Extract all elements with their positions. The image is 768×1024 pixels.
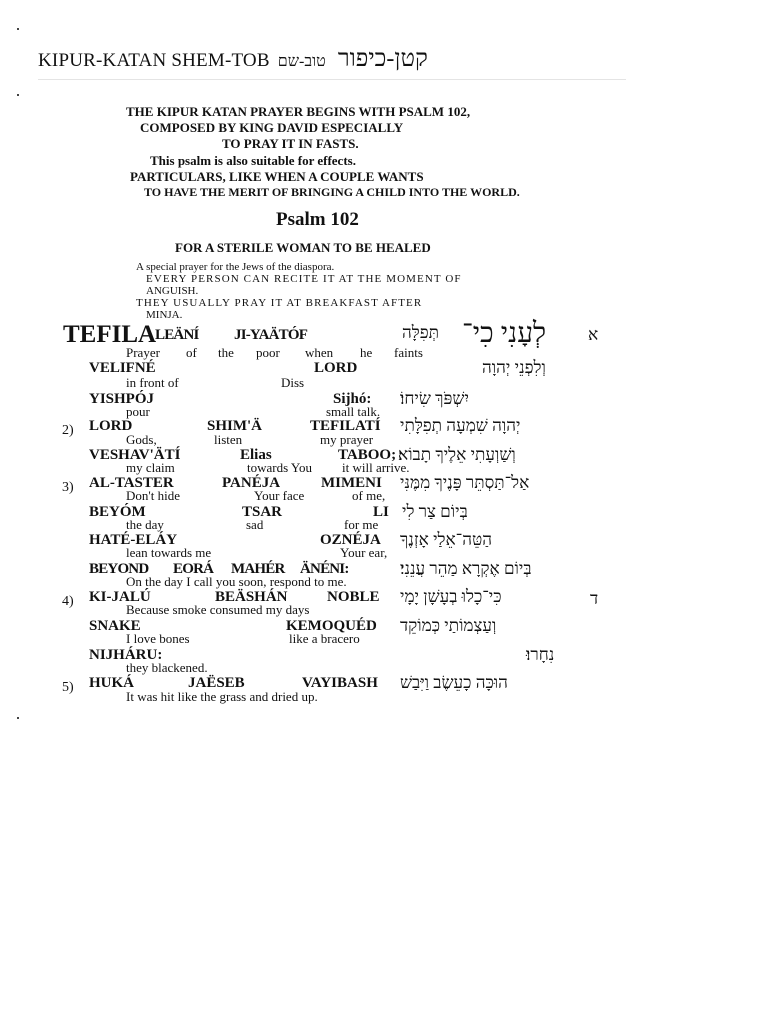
gloss-word: Diss — [281, 375, 305, 390]
hebrew-phrase: יְהוָה שִׁמְעָה תְפִלָּתִי — [400, 416, 521, 435]
translit-word: LORD — [314, 360, 358, 376]
margin-mark — [17, 94, 19, 96]
translit-word: ÄNÉNI: — [300, 561, 349, 577]
translit-word: VELIFNÉ — [89, 360, 156, 376]
note-line: A special prayer for the Jews of the diaspora. — [136, 261, 335, 273]
header-divider — [38, 79, 626, 80]
gloss-word: Don't hide — [126, 488, 180, 503]
translit-word: JAËSEB — [188, 675, 245, 691]
translit-word: SNAKE — [89, 618, 141, 634]
translit-word: VESHAV'ÄTÍ — [89, 447, 181, 463]
note-line: ANGUISH. — [146, 285, 199, 297]
intro-line: This psalm is also suitable for effects. — [150, 153, 356, 168]
translit-word: BEYÓM — [89, 504, 146, 520]
gloss-word: listen — [214, 432, 243, 447]
gloss-word: On the day I call you soon, respond to me. — [126, 574, 347, 589]
hebrew-phrase: אַל־תַּסְתֵּר פָּנֶיךָ מִמֶּנִּי — [400, 473, 530, 492]
hebrew-word: לְעָנִי כִי־ — [462, 318, 547, 349]
translit-word: TABOO; — [338, 447, 397, 463]
page-header — [38, 46, 428, 73]
margin-mark — [17, 717, 19, 719]
translit-word: NOBLE — [327, 589, 380, 605]
verse-number: 3) — [62, 480, 74, 495]
note-line: THEY USUALLY PRAY IT AT BREAKFAST AFTER — [136, 297, 423, 309]
gloss-word: Your face — [254, 488, 305, 503]
hebrew-phrase: הוּכָּה כָעֵשֶׂב וַיִּבַשׁ — [400, 673, 508, 692]
translit-word: Sijhó: — [333, 391, 372, 407]
translit-word: BEYOND — [89, 561, 149, 577]
translit-word: JI-YAÄTÓF — [234, 327, 308, 343]
translit-word: AL-TASTER — [89, 475, 174, 491]
gloss-word: it will arrive. — [342, 460, 410, 475]
translit-word: LI — [373, 504, 389, 520]
gloss-word: sad — [246, 517, 264, 532]
hebrew-phrase: וְשַׁוְעָתִי אֵלֶיךָ תָבוֹא׃ — [398, 445, 516, 464]
verse-number: 2) — [62, 423, 74, 438]
translit-word: VAYIBASH — [302, 675, 378, 691]
gloss-word: of me, — [352, 488, 386, 503]
gloss-word: faints — [394, 345, 423, 360]
translit-word: MIMENI — [321, 475, 382, 491]
intro-line: PARTICULARS, LIKE WHEN A COUPLE WANTS — [130, 169, 424, 184]
intro-line: TO HAVE THE MERIT OF BRINGING A CHILD INTO THE WORLD. — [144, 185, 520, 199]
translit-word: EORÁ — [173, 561, 214, 577]
gloss-word: small talk. — [326, 404, 381, 419]
hebrew-verse-number: ד — [590, 589, 599, 608]
gloss-word: towards You — [247, 460, 313, 475]
gloss-word: my prayer — [320, 432, 374, 447]
gloss-word: Your ear, — [340, 545, 388, 560]
translit-word: OZNÉJA — [320, 532, 381, 548]
intro-line: THE KIPUR KATAN PRAYER BEGINS WITH PSALM 102, — [126, 104, 471, 119]
gloss-word: pour — [126, 404, 150, 419]
gloss-word: for me — [344, 517, 379, 532]
margin-mark — [17, 28, 19, 30]
note-line: MINJA. — [146, 309, 183, 321]
psalm-subtitle: FOR A STERILE WOMAN TO BE HEALED — [175, 240, 431, 255]
hebrew-phrase: הַטֵּה־אֵלַי אָזְנֶךָ — [400, 530, 493, 549]
header-title-latin: KIPUR-KATAN SHEM-TOB — [38, 50, 270, 71]
hebrew-word: תְּפִלָּה — [402, 323, 440, 342]
header-title-hebrew: קטן-כיפור — [337, 46, 428, 72]
hebrew-phrase: וְלִפְנֵי יְהוָה — [482, 358, 546, 377]
translit-word: KEMOQUÉD — [286, 618, 377, 634]
hebrew-phrase: יִשְׁפֹּךְ שִׂיחוֹ׃ — [400, 389, 469, 408]
gloss-word: he — [360, 345, 373, 360]
verse-number: 5) — [62, 680, 74, 695]
gloss-word: Prayer — [126, 345, 160, 360]
gloss-word: poor — [256, 345, 280, 360]
gloss-word: lean towards me — [126, 545, 212, 560]
gloss-word: Gods, — [126, 432, 157, 447]
translit-word: HATÉ-ELÁY — [89, 532, 178, 548]
verse-number: 4) — [62, 594, 74, 609]
translit-word: KI-JALÚ — [89, 589, 151, 605]
translit-word: LORD — [89, 418, 133, 434]
translit-word: HUKÁ — [89, 675, 134, 691]
translit-word: TEFILA — [63, 321, 157, 348]
psalm-title: Psalm 102 — [276, 209, 359, 230]
gloss-word: when — [305, 345, 334, 360]
gloss-word: It was hit like the grass and dried up. — [126, 689, 318, 704]
hebrew-verse-number: א — [588, 325, 599, 344]
translit-word: YISHPÓJ — [89, 391, 155, 407]
hebrew-phrase: בְּיוֹם אֶקְרָא מַהֵר עֲנֵנִי׃ — [400, 559, 532, 578]
hebrew-phrase: וְעַצְמוֹתַי כְּמוֹקֵד — [400, 616, 497, 635]
header-title-hebrew-small: טוב-שם — [277, 53, 326, 70]
translit-word: PANÉJA — [222, 475, 281, 491]
intro-line: TO PRAY IT IN FASTS. — [222, 136, 359, 151]
translit-word: LEÄNÍ — [155, 327, 199, 343]
gloss-word: my claim — [126, 460, 175, 475]
translit-word: NIJHÁRU: — [89, 647, 163, 663]
hebrew-phrase: כִּי־כָלוּ בְעָשָׁן יָמָי — [400, 587, 502, 606]
translit-word: MAHÉR — [231, 561, 285, 577]
hebrew-phrase: בְּיוֹם צַר לִי — [402, 502, 468, 521]
hebrew-phrase: נִחָרוּ׃ — [526, 645, 555, 664]
gloss-word: the day — [126, 517, 164, 532]
gloss-word: Because smoke consumed my days — [126, 602, 310, 617]
gloss-word: the — [218, 345, 234, 360]
intro-line: COMPOSED BY KING DAVID ESPECIALLY — [140, 120, 404, 135]
gloss-word: in front of — [126, 375, 179, 390]
gloss-word: they blackened. — [126, 660, 208, 675]
translit-word: TSAR — [242, 504, 283, 520]
translit-word: BEÄSHÁN — [215, 589, 288, 605]
gloss-word: of — [186, 345, 197, 360]
gloss-word: like a bracero — [289, 631, 360, 646]
gloss-word: I love bones — [126, 631, 190, 646]
translit-word: TEFILATÍ — [310, 418, 381, 434]
note-line: EVERY PERSON CAN RECITE IT AT THE MOMENT OF — [146, 273, 462, 285]
translit-word: SHIM'Ä — [207, 418, 263, 434]
translit-word: Elias — [240, 447, 272, 463]
